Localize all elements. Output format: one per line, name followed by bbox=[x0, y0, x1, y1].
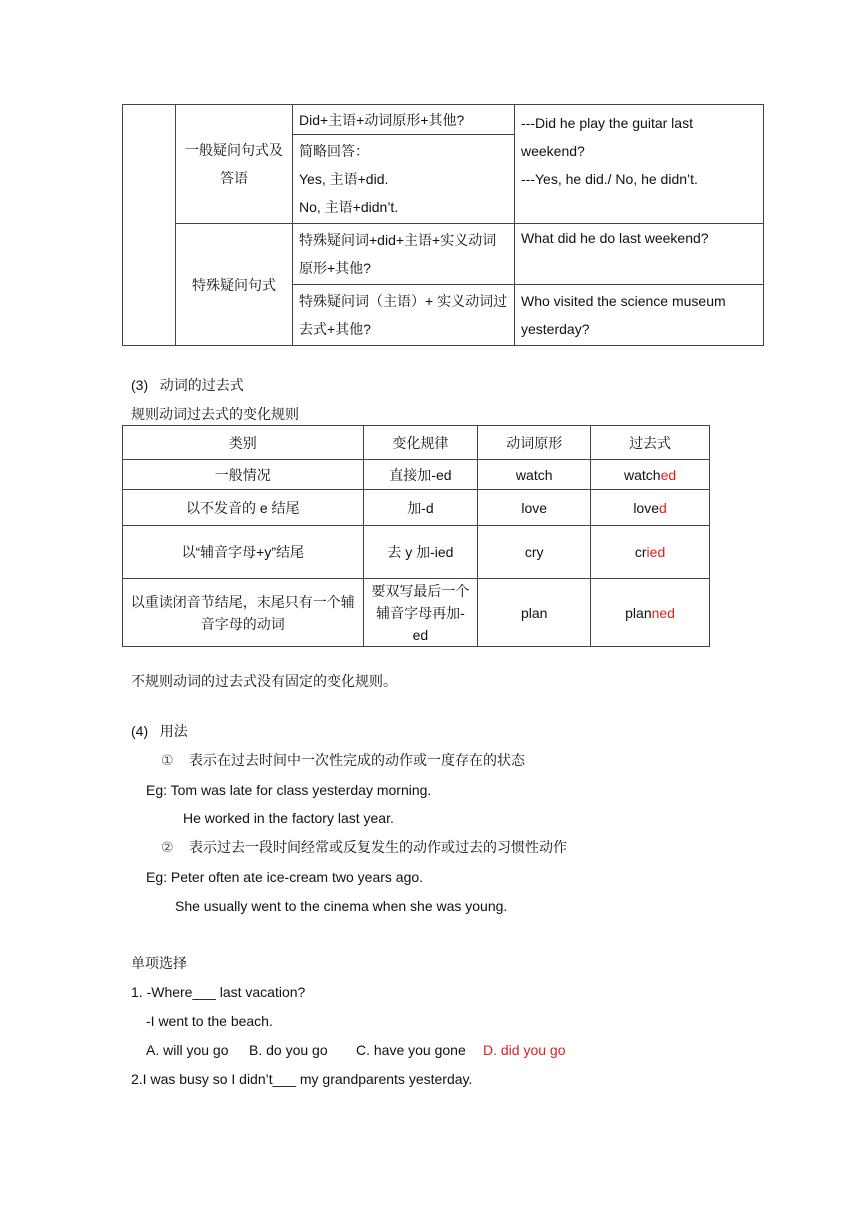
circled-number-1: ① bbox=[161, 752, 174, 768]
row-base: cry bbox=[478, 526, 591, 579]
usage-1 bbox=[161, 750, 525, 770]
usage-1-text: 表示在过去时间中一次性完成的动作或一度存在的状态 bbox=[189, 752, 525, 768]
row-rule: 要双写最后一个辅音字母再加-ed bbox=[363, 579, 478, 647]
past-suffix: d bbox=[659, 499, 667, 516]
sentence-pattern-table bbox=[122, 104, 764, 346]
past-stem: cr bbox=[634, 544, 647, 560]
irregular-note: 不规则动词的过去式没有固定的变化规则。 bbox=[131, 673, 397, 689]
exercise-title: 单项选择 bbox=[131, 955, 187, 971]
question-2: 2.I was busy so I didn’t___ my grandparents yesterday. bbox=[131, 1071, 473, 1087]
header-past: 过去式 bbox=[591, 426, 710, 460]
circled-number-2: ② bbox=[161, 839, 174, 855]
past-tense-rules-table bbox=[122, 425, 710, 647]
question-1-reply: -I went to the beach. bbox=[146, 1013, 273, 1029]
usage-2 bbox=[161, 837, 567, 857]
usage-2-text: 表示过去一段时间经常或反复发生的动作或过去的习惯性动作 bbox=[189, 839, 567, 855]
row-past bbox=[591, 490, 710, 526]
row-past bbox=[591, 460, 710, 490]
table-row bbox=[123, 460, 710, 490]
short-answer-no: No, 主语+didn’t. bbox=[299, 199, 399, 215]
past-suffix: ned bbox=[651, 604, 675, 621]
section4-number: (4) bbox=[131, 723, 149, 739]
general-question-example bbox=[515, 105, 764, 224]
option-a: A. will you go bbox=[146, 1042, 229, 1058]
special-question-pattern-a: 特殊疑问词+did+主语+实义动词原形+其他? bbox=[293, 224, 515, 285]
example-question: ---Did he play the guitar last weekend? bbox=[521, 115, 693, 159]
row-past bbox=[591, 579, 710, 647]
section3-title: 动词的过去式 bbox=[159, 377, 244, 393]
option-c: C. have you gone bbox=[356, 1042, 466, 1058]
table-header-row bbox=[123, 426, 710, 460]
row-rule: 直接加-ed bbox=[363, 460, 478, 490]
section3-heading bbox=[131, 375, 244, 395]
special-question-pattern-b: 特殊疑问词（主语）+ 实义动词过去式+其他? bbox=[293, 285, 515, 346]
short-answer-cell bbox=[293, 135, 515, 224]
usage-1-example-1: Eg: Tom was late for class yesterday morning. bbox=[146, 782, 432, 798]
section4-title: 用法 bbox=[159, 723, 188, 739]
row-category: 一般情况 bbox=[123, 460, 364, 490]
past-suffix: ed bbox=[660, 466, 677, 483]
special-question-label: 特殊疑问句式 bbox=[176, 224, 293, 346]
past-stem: plan bbox=[625, 604, 652, 621]
option-d-answer: D. did you go bbox=[483, 1042, 566, 1058]
option-b: B. do you go bbox=[249, 1042, 328, 1058]
question-1: 1. -Where___ last vacation? bbox=[131, 984, 306, 1000]
general-question-pattern: Did+主语+动词原形+其他? bbox=[293, 105, 515, 135]
header-category: 类别 bbox=[123, 426, 364, 460]
past-suffix: ied bbox=[646, 544, 666, 560]
table-row bbox=[123, 579, 710, 647]
short-answer-label: 简略回答： bbox=[299, 143, 369, 159]
past-stem: love bbox=[633, 499, 659, 516]
merged-left-cell bbox=[123, 105, 176, 346]
section4-heading bbox=[131, 721, 188, 741]
usage-2-example-1: Eg: Peter often ate ice-cream two years ago. bbox=[146, 869, 424, 885]
general-question-label: 一般疑问句式及答语 bbox=[176, 105, 293, 224]
row-category: 以重读闭音节结尾，末尾只有一个辅音字母的动词 bbox=[123, 579, 364, 647]
row-base: watch bbox=[478, 460, 591, 490]
row-category: 以不发音的 e 结尾 bbox=[123, 490, 364, 526]
short-answer-yes: Yes, 主语+did. bbox=[299, 171, 389, 187]
example-answer: ---Yes, he did./ No, he didn’t. bbox=[521, 171, 698, 187]
header-base: 动词原形 bbox=[478, 426, 591, 460]
row-category: 以“辅音字母+y”结尾 bbox=[123, 526, 364, 579]
row-base: plan bbox=[478, 579, 591, 647]
usage-1-example-2: He worked in the factory last year. bbox=[183, 810, 394, 826]
row-rule: 加-d bbox=[363, 490, 478, 526]
past-stem: watch bbox=[623, 466, 661, 483]
table-row bbox=[123, 490, 710, 526]
special-question-example-a: What did he do last weekend? bbox=[515, 224, 764, 285]
row-base: love bbox=[478, 490, 591, 526]
usage-2-example-2: She usually went to the cinema when she was young. bbox=[175, 898, 508, 914]
table-row bbox=[123, 526, 710, 579]
row-rule: 去 y 加-ied bbox=[363, 526, 478, 579]
header-rule: 变化规律 bbox=[363, 426, 478, 460]
section3-subtitle: 规则动词过去式的变化规则 bbox=[131, 406, 299, 422]
special-question-example-b: Who visited the science museum yesterday? bbox=[515, 285, 764, 346]
section3-number: (3) bbox=[131, 377, 149, 393]
row-past bbox=[591, 526, 710, 579]
